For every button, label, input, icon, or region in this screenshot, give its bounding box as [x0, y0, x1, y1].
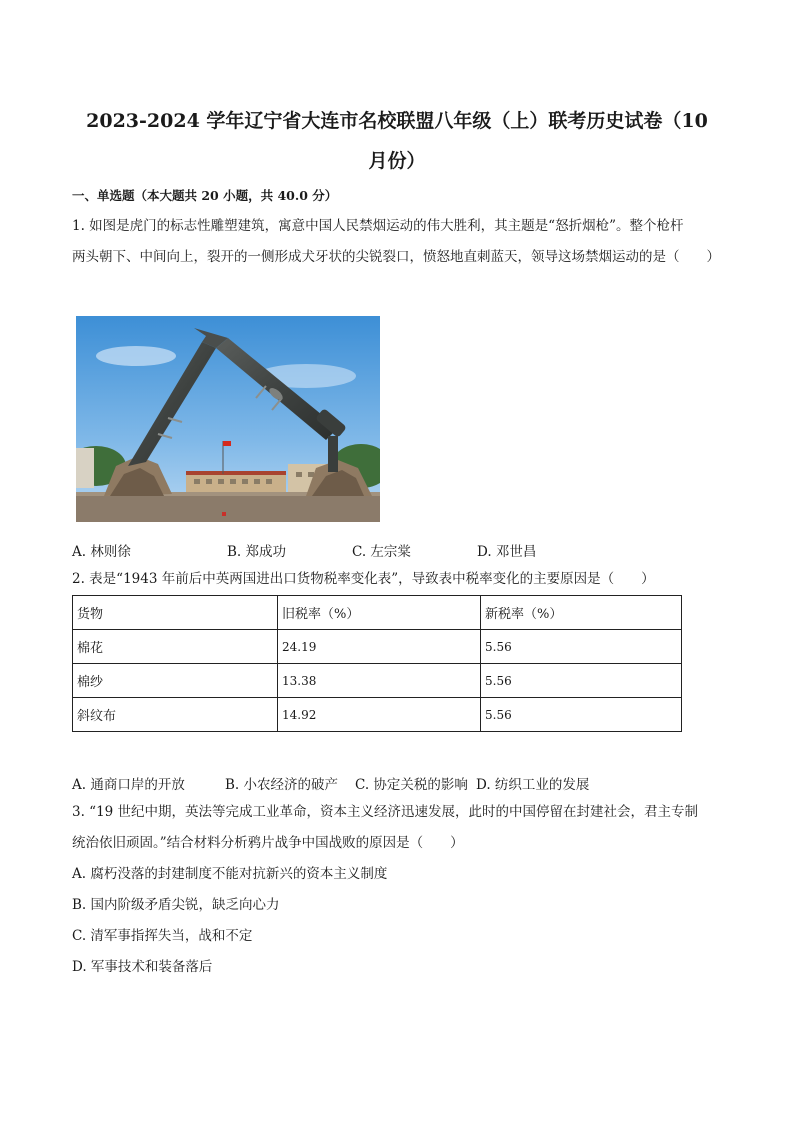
- table-cell: 斜纹布: [73, 698, 278, 732]
- option-d[interactable]: D. 军事技术和装备落后: [72, 959, 213, 975]
- option-d[interactable]: D. 邓世昌: [477, 544, 537, 560]
- humen-sculpture-photo: [76, 316, 380, 522]
- option-b[interactable]: B. 小农经济的破产: [225, 777, 339, 793]
- question-3-options: [72, 859, 732, 983]
- table-row: [73, 630, 682, 664]
- question-1-line-2: 两头朝下、中间向上，裂开的一侧形成犬牙状的尖锐裂口，愤怒地直刺蓝天，领导这场禁烟运动的是（ ）: [72, 249, 720, 265]
- question-3-line-1: 3. “19 世纪中期，英法等完成工业革命，资本主义经济迅速发展，此时的中国停留在封建社会，君主专制: [72, 804, 699, 820]
- table-header-row: [73, 596, 682, 630]
- table-cell: 棉花: [73, 630, 278, 664]
- table-cell: 5.56: [481, 664, 682, 698]
- option-a[interactable]: A. 通商口岸的开放: [72, 777, 185, 793]
- question-2-stem: 2. 表是“1943 年前后中英两国进出口货物税率变化表”，导致表中税率变化的主要原因是（ ）: [72, 571, 655, 587]
- table-cell: 14.92: [278, 698, 481, 732]
- section-heading: 一、单选题（本大题共 20 小题，共 40.0 分）: [72, 188, 338, 203]
- table-cell: 13.38: [278, 664, 481, 698]
- tax-rate-table: [72, 595, 682, 732]
- title-line-2: 月份）: [368, 150, 426, 172]
- table-cell: 棉纱: [73, 664, 278, 698]
- table-cell: 5.56: [481, 630, 682, 664]
- table-header-cell: 旧税率（%）: [278, 596, 481, 630]
- table-cell: 5.56: [481, 698, 682, 732]
- table-header-cell: 货物: [73, 596, 278, 630]
- exam-title: [60, 101, 734, 181]
- question-3-line-2: 统治依旧顽固。”结合材料分析鸦片战争中国战败的原因是（ ）: [72, 835, 464, 851]
- question-1-line-1: 1. 如图是虎门的标志性雕塑建筑，寓意中国人民禁烟运动的伟大胜利，其主题是“怒折烟枪”。整个枪杆: [72, 218, 684, 234]
- option-a[interactable]: A. 林则徐: [72, 544, 131, 560]
- option-a[interactable]: A. 腐朽没落的封建制度不能对抗新兴的资本主义制度: [72, 866, 388, 882]
- question-1-stem: [72, 211, 732, 273]
- table-row: [73, 698, 682, 732]
- option-c[interactable]: C. 协定关税的影响: [355, 777, 468, 793]
- option-c[interactable]: C. 左宗棠: [352, 544, 411, 560]
- question-3-stem: [72, 797, 732, 859]
- option-b[interactable]: B. 国内阶级矛盾尖锐，缺乏向心力: [72, 897, 280, 913]
- option-d[interactable]: D. 纺织工业的发展: [476, 777, 590, 793]
- option-b[interactable]: B. 郑成功: [227, 544, 287, 560]
- title-line-1: 2023-2024 学年辽宁省大连市名校联盟八年级（上）联考历史试卷（10: [86, 110, 708, 132]
- table-row: [73, 664, 682, 698]
- table-header-cell: 新税率（%）: [481, 596, 682, 630]
- table-cell: 24.19: [278, 630, 481, 664]
- option-c[interactable]: C. 清军事指挥失当，战和不定: [72, 928, 253, 944]
